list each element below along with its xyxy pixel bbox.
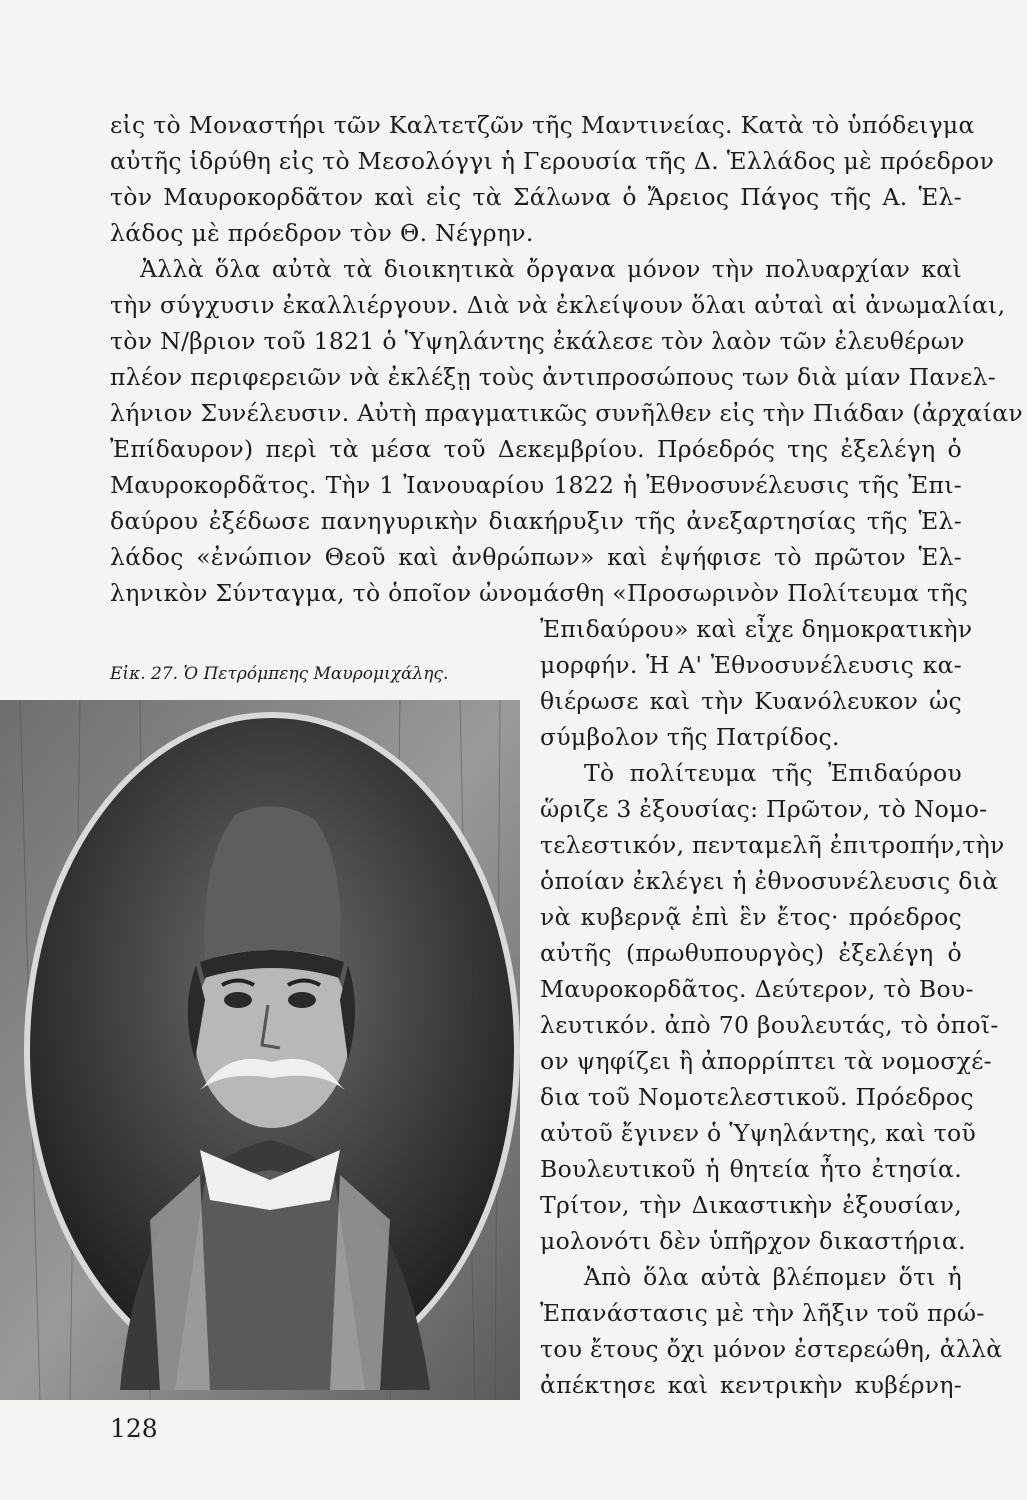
text-line: αὐτῆς ἱδρύθη εἰς τὸ Μεσολόγγι ἡ Γερουσία τῆς Δ. Ἑλλάδος μὲ πρόεδρον [110,147,995,175]
text-line: λευτικόν. ἀπὸ 70 βουλευτάς, τὸ ὁποῖ- [540,1011,999,1039]
text-line: Ἐπανάστασις μὲ τὴν λῆξιν τοῦ πρώ- [540,1299,985,1327]
text-line: ἀπέκτησε καὶ κεντρικὴν κυβέρνη- [540,1371,962,1399]
text-line: μολονότι δὲν ὑπῆρχον δικαστήρια. [540,1227,966,1255]
text-line: νὰ κυβερνᾷ ἐπὶ ἓν ἔτος· πρόεδρος [540,903,962,931]
text-line: του ἔτους ὄχι μόνον ἐστερεώθη, ἀλλὰ [540,1335,1003,1363]
text-line: μορφήν. Ἡ Α' Ἐθνοσυνέλευσις κα- [540,651,962,679]
text-line: ὥριζε 3 ἐξουσίας: Πρῶτον, τὸ Νομο- [540,795,988,823]
text-line: αὐτοῦ ἔγινεν ὁ Ὑψηλάντης, καὶ τοῦ [540,1119,977,1147]
text-line: Ἀπὸ ὅλα αὐτὰ βλέπομεν ὅτι ἡ [584,1263,962,1291]
text-line: λήνιον Συνέλευσιν. Αὐτὴ πραγματικῶς συνῆλθεν εἰς τὴν Πιάδαν (ἀρχαίαν [110,399,1023,427]
text-line: Ἀλλὰ ὅλα αὐτὰ τὰ διοικητικὰ ὄργανα μόνον τὴν πολυαρχίαν καὶ [140,255,962,283]
text-line: ον ψηφίζει ἢ ἀπορρίπτει τὰ νομοσχέ- [540,1047,992,1075]
text-line: δια τοῦ Νομοτελεστικοῦ. Πρόεδρος [540,1083,974,1111]
text-line: ὁποίαν ἐκλέγει ἡ ἐθνοσυνέλευσις διὰ [540,867,999,895]
text-line: Ἐπίδαυρον) περὶ τὰ μέσα τοῦ Δεκεμβρίου. Πρόεδρός της ἐξελέγη ὁ [110,435,962,463]
text-line: τὸν Ν/βριον τοῦ 1821 ὁ Ὑψηλάντης ἐκάλεσε τὸν λαὸν τῶν ἐλευθέρων [110,327,965,355]
text-line: σύμβολον τῆς Πατρίδος. [540,723,840,751]
portrait-image [0,700,520,1400]
text-line: ληνικὸν Σύνταγμα, τὸ ὁποῖον ὠνομάσθη «Προσωρινὸν Πολίτευμα τῆς [110,579,969,607]
text-line: Μαυροκορδᾶτος. Τὴν 1 Ἰανουαρίου 1822 ἡ Ἐθνοσυνέλευσις τῆς Ἐπι- [110,471,962,499]
figure-caption: Εἰκ. 27. Ὁ Πετρόμπεης Μαυρομιχάλης. [110,664,449,684]
page-number: 128 [110,1414,158,1443]
text-line: τὸν Μαυροκορδᾶτον καὶ εἰς τὰ Σάλωνα ὁ Ἄρειος Πάγος τῆς Α. Ἑλ- [110,183,962,211]
text-line: Τὸ πολίτευμα τῆς Ἐπιδαύρου [584,759,962,787]
text-line: λάδος «ἐνώπιον Θεοῦ καὶ ἀνθρώπων» καὶ ἐψήφισε τὸ πρῶτον Ἑλ- [110,543,962,571]
text-line: θιέρωσε καὶ τὴν Κυανόλευκον ὡς [540,687,962,715]
text-line: λάδος μὲ πρόεδρον τὸν Θ. Νέγρην. [110,219,534,247]
text-line: Τρίτον, τὴν Δικαστικὴν ἐξουσίαν, [540,1191,962,1219]
text-line: Βουλευτικοῦ ἡ θητεία ἦτο ἐτησία. [540,1155,962,1183]
text-line: τελεστικόν, πενταμελῆ ἐπιτροπήν,τὴν [540,831,1005,859]
text-line: τὴν σύγχυσιν ἐκαλλιέργουν. Διὰ νὰ ἐκλείψουν ὅλαι αὐταὶ αἱ ἀνωμαλίαι, [110,291,1006,319]
text-line: Ἐπιδαύρου» καὶ εἶχε δημοκρατικὴν [540,615,973,643]
text-line: δαύρου ἐξέδωσε πανηγυρικὴν διακήρυξιν τῆς ἀνεξαρτησίας τῆς Ἑλ- [110,507,962,535]
text-line: πλέον περιφερειῶν νὰ ἐκλέξῃ τοὺς ἀντιπροσώπους των διὰ μίαν Πανελ- [110,363,997,391]
text-line: εἰς τὸ Μοναστήρι τῶν Καλτετζῶν τῆς Μαντινείας. Κατὰ τὸ ὑπόδειγμα [110,111,975,139]
text-line: Μαυροκορδᾶτος. Δεύτερον, τὸ Βου- [540,975,974,1003]
text-line: αὐτῆς (πρωθυπουργὸς) ἐξελέγη ὁ [540,939,962,967]
